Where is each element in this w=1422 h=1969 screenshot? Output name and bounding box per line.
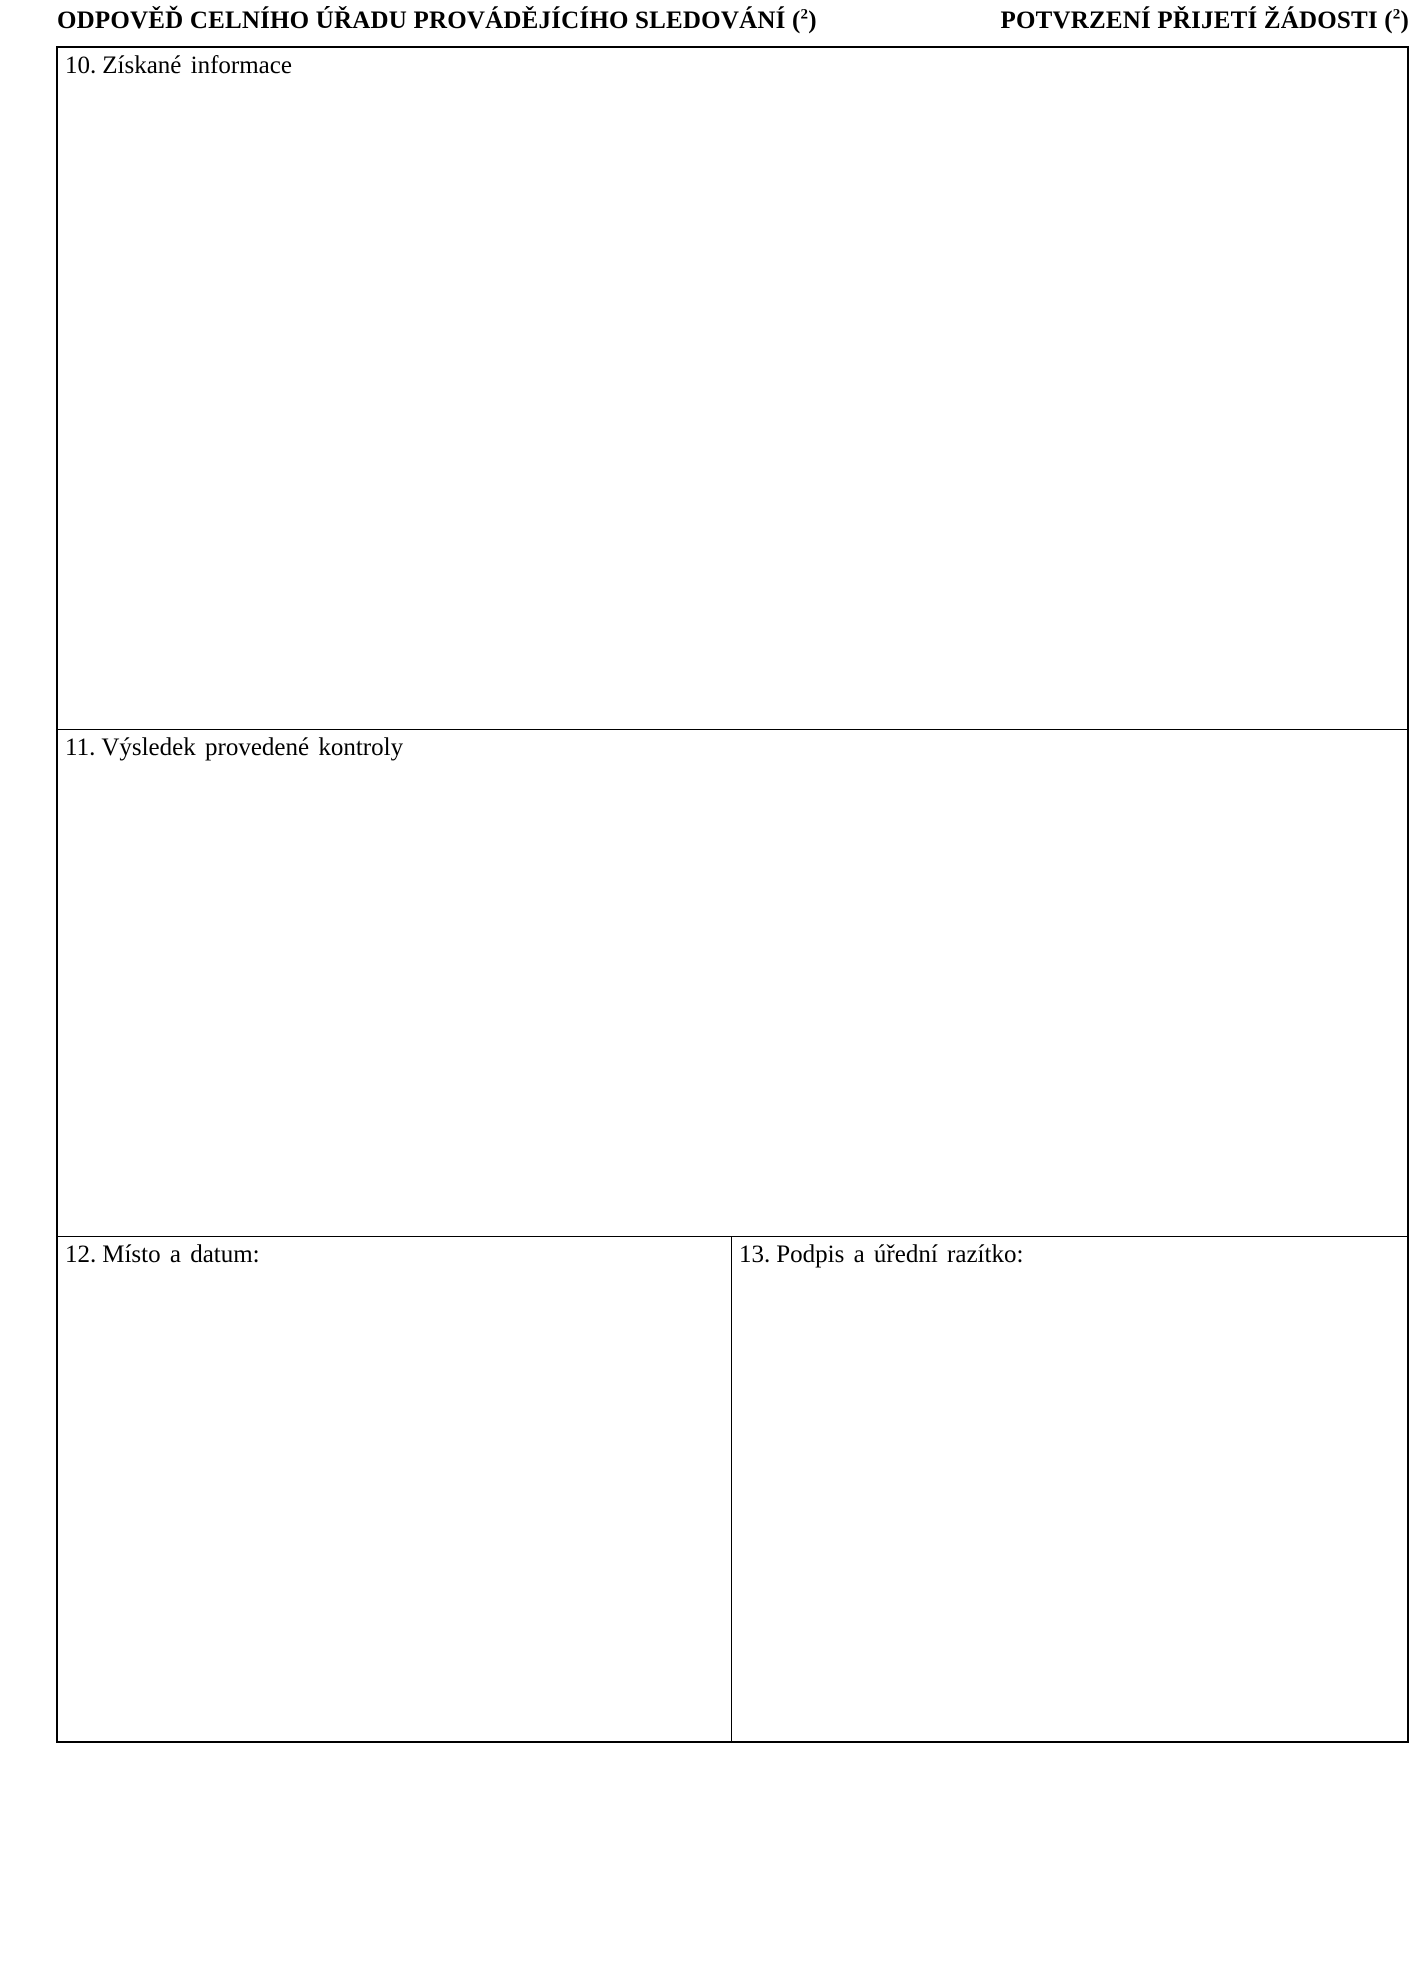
heading-close-paren: ) (1400, 7, 1409, 34)
field-number: 11. (65, 734, 96, 761)
field-place-and-date[interactable] (58, 1237, 732, 1741)
field-label (65, 1241, 260, 1269)
form-header (57, 7, 1409, 43)
field-number: 10. (65, 52, 97, 79)
field-label (739, 1241, 1023, 1269)
field-label-text: Podpis a úřední razítko: (776, 1241, 1024, 1268)
field-number: 12. (65, 1241, 97, 1268)
footnote-ref: 2 (1392, 6, 1401, 23)
field-label-text: Místo a datum: (102, 1241, 260, 1268)
response-heading (57, 7, 817, 35)
acknowledgement-heading (1000, 7, 1409, 35)
field-label-text: Získané informace (102, 52, 292, 79)
heading-close-paren: ) (808, 7, 817, 34)
field-obtained-information[interactable] (58, 48, 1407, 730)
field-number: 13. (739, 1241, 771, 1268)
response-heading-text: ODPOVĚĎ CELNÍHO ÚŘADU PROVÁDĚJÍCÍHO SLEDOVÁNÍ ( (57, 7, 801, 34)
form-table (56, 46, 1409, 1743)
field-inspection-result[interactable] (58, 730, 1407, 1237)
acknowledgement-heading-text: POTVRZENÍ PŘIJETÍ ŽÁDOSTI ( (1000, 7, 1393, 34)
field-label (65, 734, 403, 762)
field-label-text: Výsledek provedené kontroly (101, 734, 404, 761)
field-signature-and-stamp[interactable] (732, 1237, 1407, 1741)
footnote-ref: 2 (800, 6, 809, 23)
field-label (65, 52, 292, 80)
